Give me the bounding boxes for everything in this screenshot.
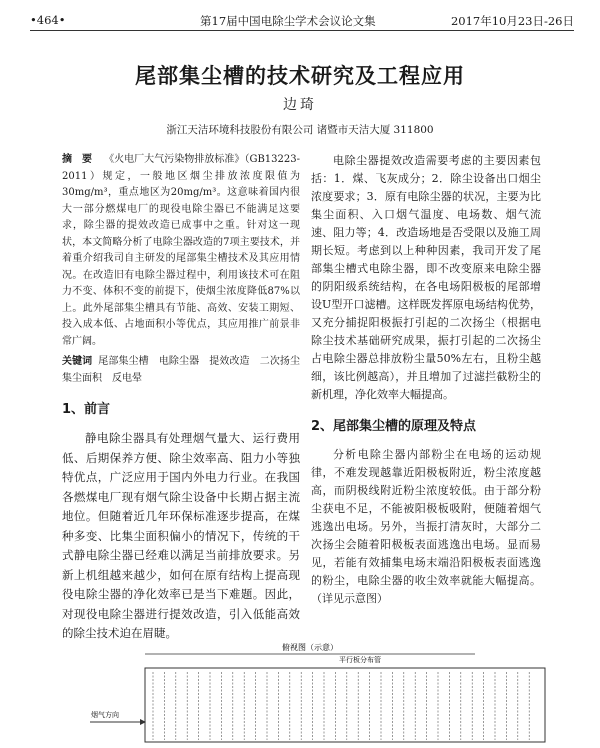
abstract-label: 摘 要 (62, 154, 93, 165)
page-number: •464• (30, 13, 66, 27)
keywords-text: 尾部集尘槽 电除尘器 提效改造 二次扬尘 集尘面积 反电晕 (62, 356, 311, 384)
running-header (30, 10, 574, 31)
conference-date: 2017年10月23日-26日 (450, 14, 574, 28)
section-1-heading: 1、前言 (62, 402, 111, 417)
abstract (62, 152, 300, 350)
abstract-text: 《火电厂大气污染物排放标准》（GB13223-2011）规定，一般地区烟尘排放浓度限值为30mg/m³，重点地区为20mg/m³。这意味着国内很大一部分燃煤电厂的现役电除尘器已不能满足这要求，除尘器的提效改造已成事中之重。针对这一现状，本文简略分析了电除尘器改造的7项主要技术，并着重介绍我司自主研发的尾部集尘槽技术及其应用情况。在改造旧有电除尘器过程中，利用该技术可在阻力不变、体积不变的前提下，使烟尘浓度降低87%以上。此外尾部集尘槽具有节能、高效、安装工期短、投入成本低、占地面积小等优点，其应用推广前景非常广阔。 (62, 154, 300, 347)
section-2-paragraph: 分析电除尘器内部粉尘在电场的运动规律，不难发现越靠近阳极板附近，粉尘浓度越高，而阴极线附近粉尘浓度较低。由于部分粉尘获电不足，不能被阳极板吸附，便随着烟气逃逸出电场。另外，当振打清灰时，大部分二次扬尘会随着阳极板表面逃逸出电场。显而易见，若能有效捕集电场末端沿阳极板表面逃逸的粉尘，电除尘器的收尘效率就能大幅提高。（详见示意图） (311, 448, 541, 605)
plate-group (153, 672, 529, 740)
keywords-label: 关键词 (62, 356, 93, 367)
figure-caption: 俯视图（示意） (282, 643, 338, 652)
figure-top-label: 平行板分布管 (339, 656, 381, 664)
affiliation: 浙江天洁环境科技股份有限公司 诸暨市天洁大厦 311800 (166, 124, 434, 136)
intro-continued-paragraph: 电除尘器提效改造需要考虑的主要因素包括：1．煤、飞灰成分；2．除尘设备出口烟尘浓度要求；3．原有电除尘器的状况，主要为比集尘面积、入口烟气温度、电场数、烟气流速、阻力等；4．改造场地是否受限以及施工周期长短。考虑到以上种种因素，我司开发了尾部集尘槽式电除尘器，即不改变原来电除尘器的阴阳级系统结构，在各电场阳极板的尾部增设U型开口滤槽。这样既发挥原电场结构优势，又充分捕捉阳极振打引起的二次扬尘（根据电除尘技术基础研究成果，振打引起的二次扬尘占电除尘器总排放粉尘量50%左右，且粉尘越细，该比例越高），并且增加了过滤拦截粉尘的新机理，净化效率大幅提高。 (311, 154, 541, 401)
paper-title: 尾部集尘槽的技术研究及工程应用 (135, 64, 465, 88)
section-1-paragraph: 静电除尘器具有处理烟气量大、运行费用低、后期保养方便、除尘效率高、阻力小等独特优点，广泛应用于国内外电力行业。在我国各燃煤电厂现有烟气除尘设备中长期占据主流地位。但随着近几年环保标准逐步提高，在煤种多变、比集尘面积偏小的情况下，传统的干式静电除尘器已经难以满足当前排放要求。另新上机组越来越少，如何在原有结构上提高现役电除尘器的净化效率已是当下难题。因此，对现役电除尘器进行提效改造，引入低能高效的除尘技术迫在眉睫。 (62, 431, 300, 640)
housing-outline (145, 668, 545, 742)
section-2-heading: 2、尾部集尘槽的原理及特点 (311, 419, 477, 434)
keywords (62, 354, 311, 387)
gas-flow-label: 烟气方向 (91, 711, 119, 719)
top-view-diagram (85, 640, 555, 744)
author-name: 边琦 (283, 97, 317, 113)
left-column (62, 152, 311, 644)
journal-title: 第17届中国电除尘学术会议论文集 (200, 14, 376, 28)
right-column (311, 152, 541, 608)
schematic-figure (85, 640, 555, 744)
